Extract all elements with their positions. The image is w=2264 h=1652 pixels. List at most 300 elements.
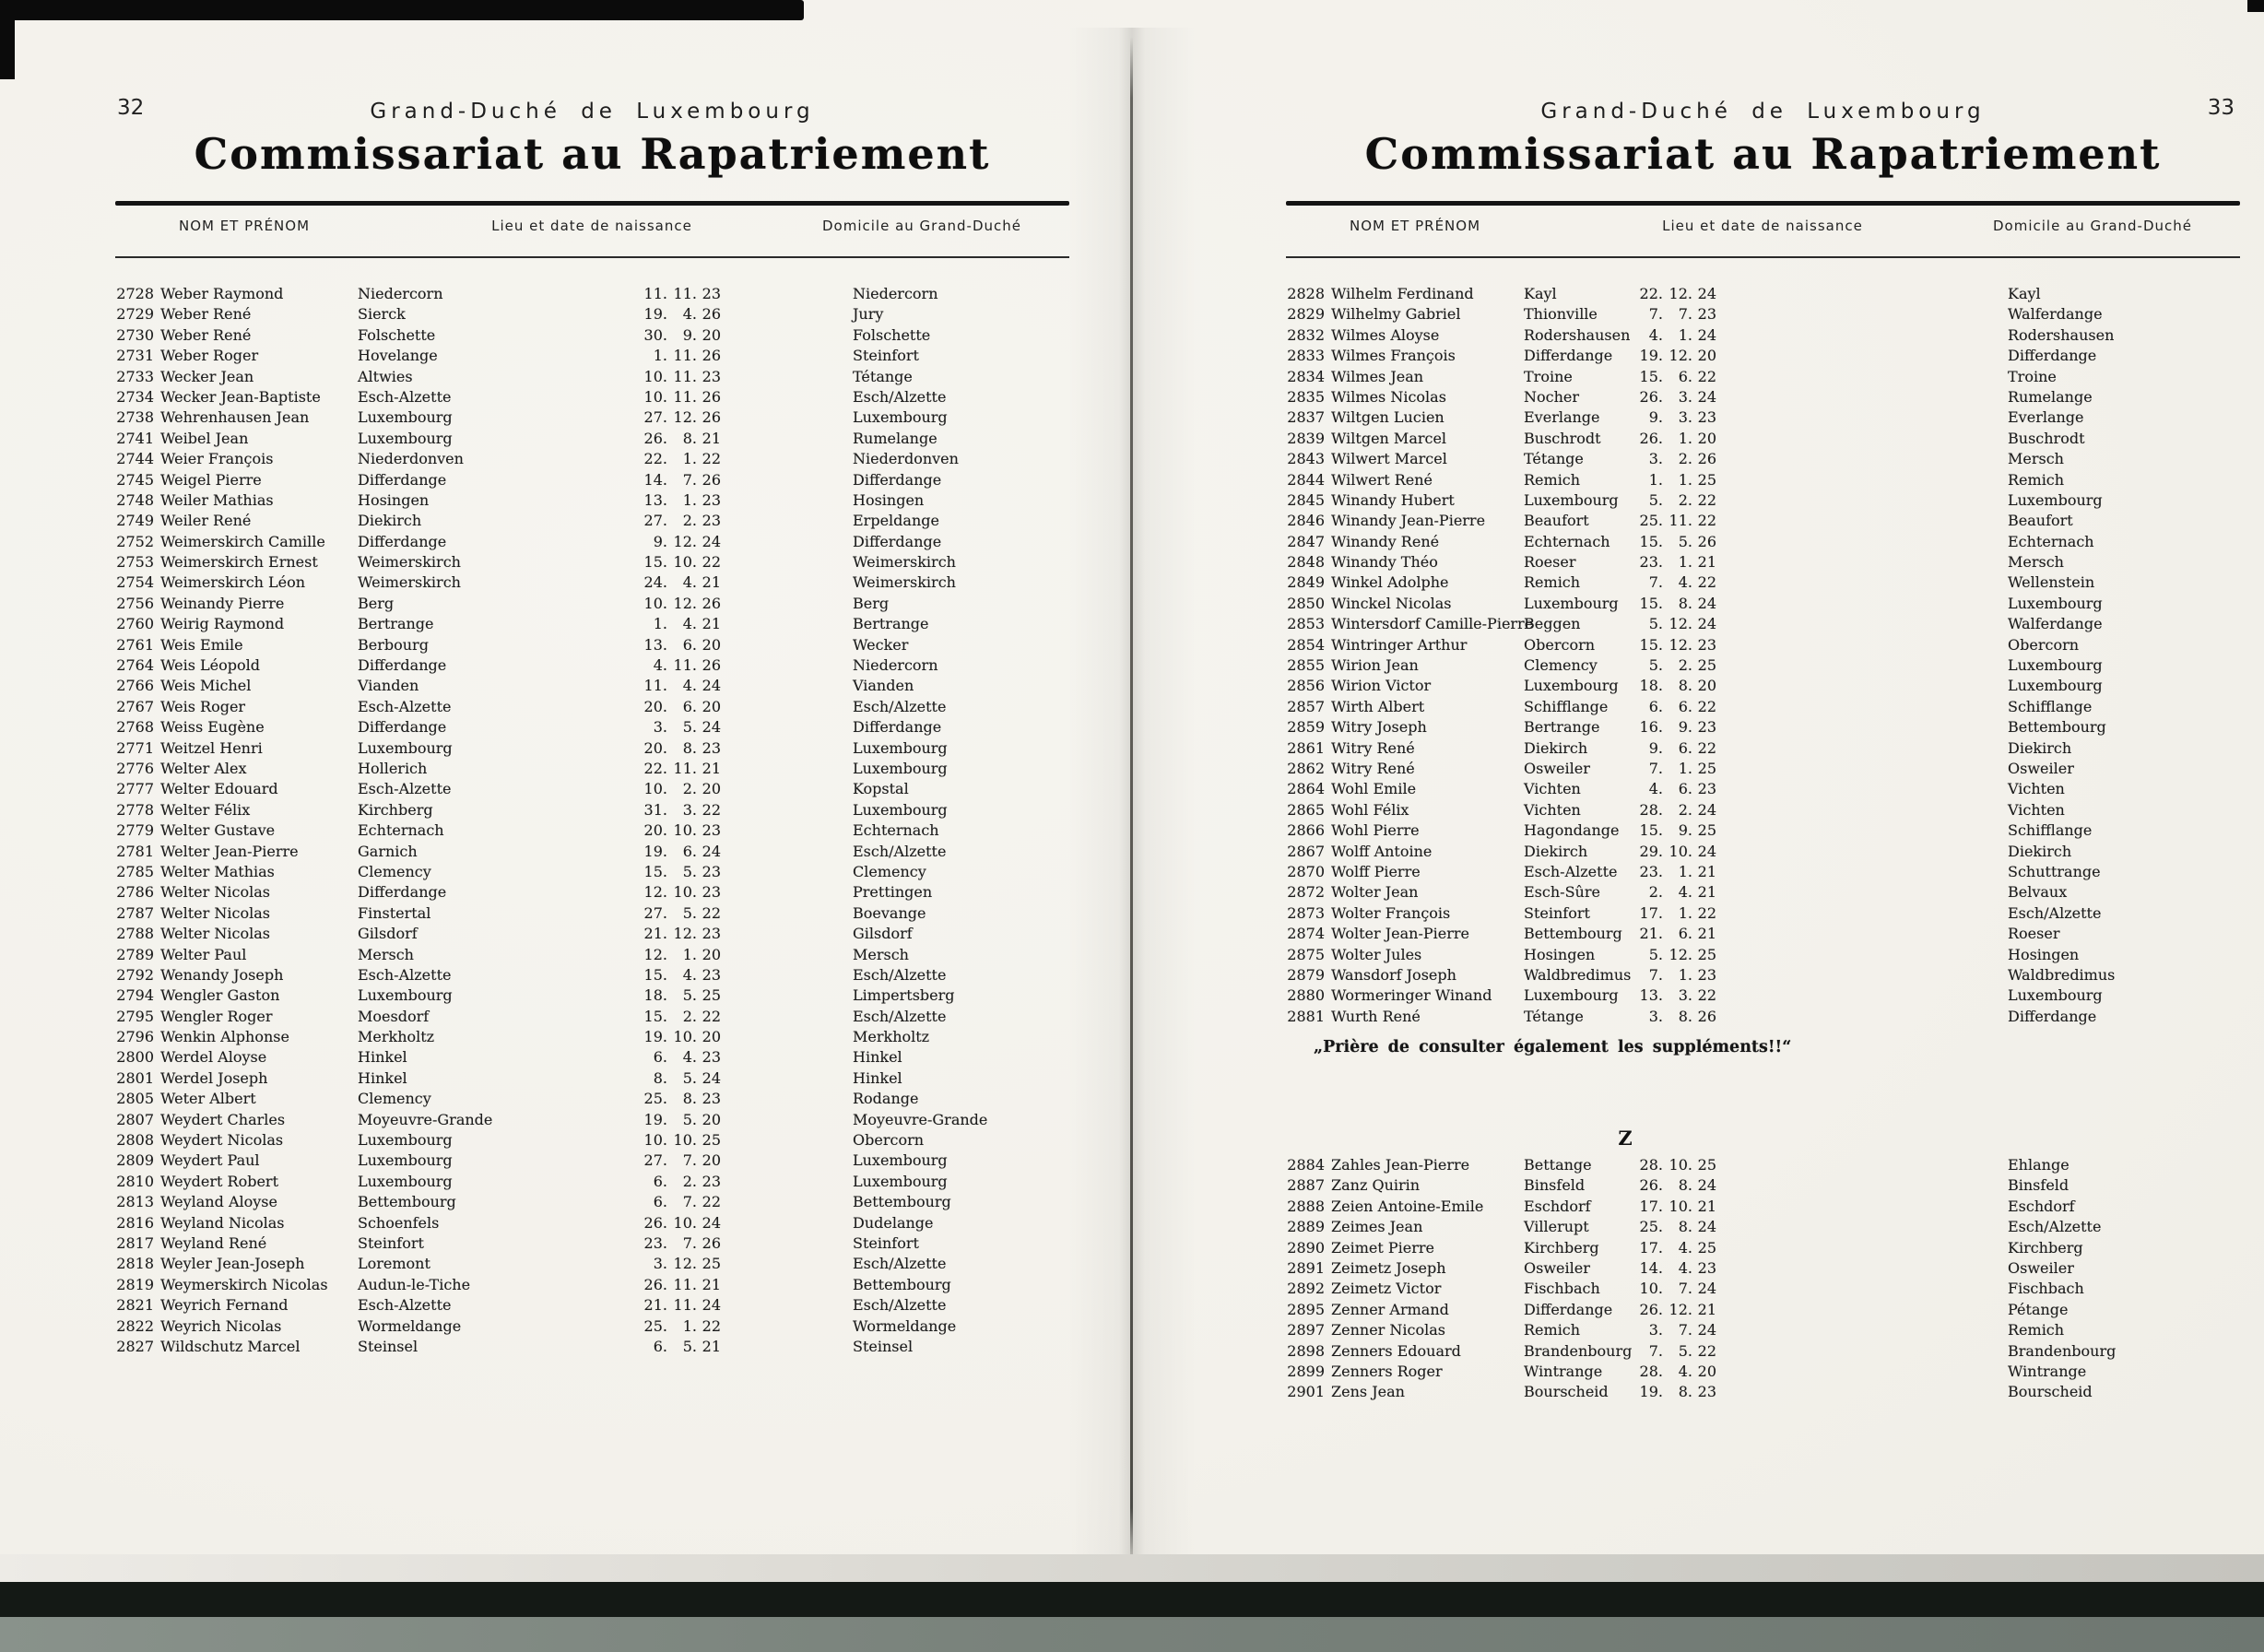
birthdate-part: 1.: [1678, 759, 1692, 777]
table-row: [115, 1089, 1069, 1109]
person-name: Weigel Pierre: [160, 470, 262, 489]
table-row: [1286, 1197, 2240, 1217]
column-spacer: [1716, 965, 2008, 985]
scan-edge-top-right: [2247, 0, 2264, 12]
birthplace: Merkholtz: [358, 1028, 435, 1046]
birthdate-part: 8.: [1678, 594, 1692, 612]
birthplace: Weimerskirch: [358, 573, 461, 592]
entry-number: 2752: [116, 532, 154, 550]
person-name: Wilwert Marcel: [1331, 450, 1447, 468]
entry-number: 2771: [116, 738, 154, 757]
birthdate-part: 10.: [673, 1213, 697, 1232]
birthdate-part: 5.: [682, 1110, 697, 1128]
scan-edge-bottom-speckle: [0, 1554, 2264, 1583]
birthplace: Garnich: [358, 842, 418, 860]
entry-number: 2832: [1287, 325, 1325, 344]
column-spacer: [1716, 842, 2008, 862]
birthdate: [1632, 367, 1716, 387]
domicile: Limpertsberg: [853, 986, 955, 1005]
column-header-birth: Lieu et date de naissance: [491, 218, 692, 234]
birthdate-part: 9.: [1648, 738, 1663, 757]
column-spacer: [1716, 594, 2008, 614]
birthdate-part: 25: [1697, 821, 1716, 840]
birthdate-part: 23.: [1639, 862, 1663, 880]
table-row: [115, 1316, 1069, 1337]
birthdate-part: 22: [702, 1193, 721, 1211]
entry-number: 2872: [1287, 883, 1325, 902]
table-row: [115, 594, 1069, 614]
table-row: [115, 697, 1069, 717]
column-spacer: [721, 1172, 853, 1192]
entry-number: 2880: [1287, 986, 1325, 1005]
domicile: Walferdange: [2008, 615, 2103, 633]
person-name: Weydert Charles: [160, 1110, 286, 1128]
birthplace: Differdange: [358, 470, 447, 489]
birthdate-part: 4.: [682, 573, 697, 592]
birthdate-part: 7.: [1648, 965, 1663, 984]
domicile: Remich: [2008, 1321, 2065, 1339]
birthplace: Berbourg: [358, 635, 429, 654]
birthdate-part: 7.: [682, 1233, 697, 1252]
birthdate-part: 20: [702, 1110, 721, 1128]
birthdate: [636, 655, 721, 676]
domicile: Luxembourg: [853, 1151, 948, 1170]
column-spacer: [1716, 387, 2008, 407]
person-name: Wintringer Arthur: [1331, 635, 1468, 654]
person-name: Zeimetz Joseph: [1331, 1258, 1446, 1277]
entry-number: 2728: [116, 285, 154, 302]
column-spacer: [1716, 738, 2008, 759]
domicile: Mersch: [2008, 553, 2064, 572]
birthdate-part: 28.: [1639, 800, 1663, 819]
birthdate-part: 12.: [1669, 635, 1692, 654]
birthplace: Osweiler: [1524, 1258, 1590, 1277]
birthdate-part: 26: [1697, 450, 1716, 468]
birthdate-part: 13.: [643, 490, 667, 509]
birthdate: [636, 470, 721, 490]
header-rule-thin: [1286, 256, 2240, 258]
birthplace: Esch-Alzette: [1524, 862, 1618, 880]
table-row: [115, 1213, 1069, 1233]
table-row: [1286, 738, 2240, 759]
birthdate: [636, 572, 721, 593]
birthplace: Tétange: [1524, 1007, 1584, 1025]
birthplace: Moyeuvre-Grande: [358, 1110, 493, 1128]
birthplace: Steinfort: [358, 1233, 424, 1252]
entry-number: 2821: [116, 1296, 154, 1315]
column-spacer: [1716, 924, 2008, 944]
column-spacer: [1716, 1279, 2008, 1299]
column-spacer: [721, 635, 853, 655]
birthdate: [1632, 945, 1716, 965]
person-name: Welter Nicolas: [160, 883, 270, 902]
birthdate: [1632, 449, 1716, 469]
person-name: Winckel Nicolas: [1331, 594, 1452, 612]
birthdate-part: 7.: [682, 470, 697, 489]
birthdate-part: 25.: [1639, 512, 1663, 530]
column-spacer: [1716, 511, 2008, 531]
birthplace: Beggen: [1524, 615, 1581, 633]
entry-number: 2801: [116, 1068, 154, 1087]
person-name: Wilhelmy Gabriel: [1331, 305, 1461, 324]
birthdate: [1632, 676, 1716, 696]
table-row: [1286, 1382, 2240, 1402]
birthdate-part: 26.: [643, 1213, 667, 1232]
table-row: [115, 1047, 1069, 1068]
birthdate: [636, 924, 721, 944]
birthdate-part: 10.: [673, 821, 697, 840]
entry-number: 2879: [1287, 965, 1325, 984]
birthdate: [636, 387, 721, 407]
birthdate-part: 10.: [673, 883, 697, 902]
birthdate-part: 1.: [1678, 903, 1692, 922]
column-spacer: [721, 1275, 853, 1295]
birthdate: [1632, 842, 1716, 862]
column-spacer: [721, 945, 853, 965]
domicile: Erpeldange: [853, 512, 939, 530]
table-row: [115, 1337, 1069, 1357]
person-name: Weber Roger: [160, 347, 259, 365]
birthdate-part: 16.: [1639, 718, 1663, 737]
birthdate: [1632, 1341, 1716, 1362]
scan-edge-left-sliver: [0, 0, 15, 79]
birthdate: [1632, 924, 1716, 944]
birthdate-part: 21: [1697, 553, 1716, 572]
domicile: Differdange: [2008, 1007, 2097, 1025]
birthdate-part: 7.: [1648, 1341, 1663, 1360]
birthdate-part: 24: [1697, 1176, 1716, 1195]
table-row: [1286, 407, 2240, 428]
birthdate-part: 15.: [643, 862, 667, 880]
birthdate-part: 4.: [653, 656, 667, 675]
birthdate: [1632, 985, 1716, 1006]
person-name: Weis Michel: [160, 677, 252, 695]
birthdate-part: 4.: [682, 677, 697, 695]
column-spacer: [721, 965, 853, 985]
domicile: Pétange: [2008, 1300, 2069, 1318]
birthplace: Luxembourg: [358, 408, 453, 427]
birthplace: Remich: [1524, 470, 1581, 489]
birthdate-part: 23: [1697, 1258, 1716, 1277]
birthdate-part: 24: [702, 842, 721, 860]
birthplace: Steinfort: [1524, 903, 1590, 922]
birthdate: [1632, 820, 1716, 841]
birthdate-part: 22: [1697, 512, 1716, 530]
column-spacer: [1716, 1197, 2008, 1217]
birthplace: Echternach: [358, 821, 444, 840]
birthdate-part: 3.: [653, 1255, 667, 1273]
birthdate-part: 11.: [673, 656, 697, 675]
person-name: Zens Jean: [1331, 1383, 1405, 1401]
entry-number: 2895: [1287, 1300, 1325, 1318]
birthdate: [1632, 1155, 1716, 1175]
birthdate-part: 15.: [1639, 635, 1663, 654]
column-headers: [1286, 218, 2240, 240]
birthdate-part: 26: [702, 1233, 721, 1252]
birthdate-part: 5.: [682, 862, 697, 880]
domicile: Binsfeld: [2008, 1176, 2069, 1195]
birthdate-part: 25: [1697, 1238, 1716, 1257]
birthdate-part: 1.: [653, 615, 667, 633]
domicile: Vichten: [2008, 800, 2065, 819]
birthdate-part: 11.: [643, 677, 667, 695]
birthdate-part: 5.: [1648, 490, 1663, 509]
birthdate-part: 8.: [1678, 1007, 1692, 1025]
column-header-birth: Lieu et date de naissance: [1662, 218, 1863, 234]
birthdate-part: 5.: [682, 903, 697, 922]
birthdate-part: 1.: [682, 1316, 697, 1335]
table-row: [1286, 800, 2240, 820]
birthdate-part: 21: [702, 615, 721, 633]
column-spacer: [1716, 1155, 2008, 1175]
birthdate: [636, 367, 721, 387]
birthdate-part: 1.: [1678, 553, 1692, 572]
birthdate-part: 1.: [1678, 862, 1692, 880]
birthdate: [636, 635, 721, 655]
book-gutter-line: [1130, 37, 1133, 1569]
birthdate: [1632, 407, 1716, 428]
domicile: Rumelange: [853, 429, 937, 447]
entry-number: 2843: [1287, 450, 1325, 468]
table-row: [1286, 429, 2240, 449]
birthplace: Gilsdorf: [358, 925, 418, 943]
birthdate-part: 27.: [643, 1151, 667, 1170]
column-header-name: NOM ET PRÉNOM: [178, 218, 311, 234]
table-row: [1286, 924, 2240, 944]
birthplace: Sierck: [358, 305, 406, 324]
birthdate-part: 5.: [682, 718, 697, 737]
domicile: Bettembourg: [853, 1275, 951, 1293]
table-row: [115, 779, 1069, 799]
column-spacer: [721, 594, 853, 614]
table-row: [115, 1254, 1069, 1274]
birthdate-part: 11.: [673, 285, 697, 302]
entry-number: 2741: [116, 429, 154, 447]
column-spacer: [1716, 407, 2008, 428]
column-spacer: [721, 697, 853, 717]
entry-number: 2785: [116, 862, 154, 880]
birthdate: [636, 594, 721, 614]
person-name: Weirig Raymond: [160, 615, 285, 633]
table-row: [115, 903, 1069, 924]
person-name: Wolter François: [1331, 903, 1451, 922]
birthdate-part: 21: [702, 429, 721, 447]
column-spacer: [721, 1007, 853, 1027]
birthplace: Luxembourg: [358, 1172, 453, 1190]
entry-number: 2800: [116, 1048, 154, 1067]
entry-number: 2853: [1287, 615, 1325, 633]
birthdate-part: 25: [702, 1255, 721, 1273]
birthdate-part: 7.: [1648, 305, 1663, 324]
column-spacer: [721, 655, 853, 676]
column-spacer: [721, 738, 853, 759]
birthdate-part: 23: [702, 1048, 721, 1067]
domicile: Jury: [853, 305, 884, 324]
person-name: Weydert Robert: [160, 1172, 278, 1190]
birthdate-part: 21: [1697, 883, 1716, 902]
birthdate: [1632, 965, 1716, 985]
birthdate-part: 10.: [643, 387, 667, 406]
birthplace: Differdange: [358, 718, 447, 737]
entry-number: 2807: [116, 1110, 154, 1128]
table-row: [115, 304, 1069, 324]
birthplace: Vichten: [1524, 780, 1581, 798]
birthdate: [636, 429, 721, 449]
person-name: Weyrich Fernand: [160, 1296, 289, 1315]
domicile: Ehlange: [2008, 1156, 2069, 1174]
person-name: Welter Nicolas: [160, 925, 270, 943]
person-name: Welter Félix: [160, 800, 251, 819]
birthdate-part: 18.: [643, 986, 667, 1005]
entry-number: 2810: [116, 1172, 154, 1190]
birthdate-part: 10.: [673, 1131, 697, 1150]
person-name: Wengler Roger: [160, 1007, 273, 1025]
person-name: Welter Paul: [160, 945, 247, 963]
birthdate-part: 5.: [682, 1337, 697, 1355]
birthdate-part: 4.: [1648, 325, 1663, 344]
table-row: [1286, 1238, 2240, 1258]
table-row: [115, 965, 1069, 985]
birthplace: Niederdonven: [358, 450, 464, 468]
birthdate-part: 26: [702, 656, 721, 675]
birthdate-part: 22: [702, 800, 721, 819]
birthplace: Echternach: [1524, 532, 1610, 550]
birthdate-part: 17.: [1639, 1238, 1663, 1257]
table-row: [115, 1192, 1069, 1212]
birthdate-part: 26.: [643, 1275, 667, 1293]
birthdate-part: 9.: [682, 325, 697, 344]
birthdate-part: 3.: [1648, 1321, 1663, 1339]
entry-number: 2734: [116, 387, 154, 406]
person-name: Wilmes François: [1331, 347, 1456, 365]
birthdate-part: 5.: [1678, 1341, 1692, 1360]
birthdate-part: 6.: [1648, 697, 1663, 715]
column-spacer: [1716, 655, 2008, 676]
table-row: [115, 1233, 1069, 1254]
domicile: Obercorn: [2008, 635, 2080, 654]
person-name: Wohl Félix: [1331, 800, 1409, 819]
entry-number: 2854: [1287, 635, 1325, 654]
table-row: [115, 635, 1069, 655]
birthdate: [636, 511, 721, 531]
birthdate-part: 6.: [653, 1337, 667, 1355]
birthdate-part: 2.: [1678, 450, 1692, 468]
domicile: Hosingen: [2008, 945, 2080, 963]
column-spacer: [1716, 429, 2008, 449]
table-row: [1286, 1279, 2240, 1299]
birthdate: [636, 1192, 721, 1212]
birthdate-part: 24: [1697, 615, 1716, 633]
page-title: Commissariat au Rapatriement: [194, 129, 991, 179]
birthdate: [636, 1337, 721, 1357]
birthdate: [1632, 1279, 1716, 1299]
birthplace: Wintrange: [1524, 1362, 1603, 1380]
domicile: Bettembourg: [853, 1193, 951, 1211]
birthplace: Osweiler: [1524, 759, 1590, 777]
birthdate: [636, 1213, 721, 1233]
domicile: Kayl: [2008, 285, 2041, 302]
entry-number: 2890: [1287, 1238, 1325, 1257]
column-spacer: [721, 470, 853, 490]
person-name: Wirion Victor: [1331, 677, 1432, 695]
column-spacer: [721, 429, 853, 449]
column-spacer: [721, 552, 853, 572]
domicile: Bertrange: [853, 615, 929, 633]
birthdate-part: 20: [702, 697, 721, 715]
table-row: [115, 325, 1069, 346]
birthplace: Esch-Alzette: [358, 697, 452, 715]
birthdate-part: 24: [702, 532, 721, 550]
person-name: Wilmes Nicolas: [1331, 387, 1446, 406]
domicile: Weimerskirch: [853, 573, 956, 592]
birthdate-part: 8.: [1678, 1383, 1692, 1401]
domicile: Eschdorf: [2008, 1197, 2075, 1215]
birthdate-part: 30.: [643, 325, 667, 344]
birthdate-part: 10.: [643, 367, 667, 385]
column-spacer: [721, 1150, 853, 1171]
birthdate-part: 8.: [682, 429, 697, 447]
birthplace: Troine: [1524, 367, 1573, 385]
birthdate-part: 20: [1697, 347, 1716, 365]
birthdate: [636, 284, 721, 304]
birthplace: Roeser: [1524, 553, 1576, 572]
table-row: [115, 552, 1069, 572]
birthplace: Bettange: [1524, 1156, 1592, 1174]
birthdate: [1632, 1300, 1716, 1320]
table-row: [1286, 965, 2240, 985]
person-name: Weis Roger: [160, 697, 246, 715]
entry-number: 2873: [1287, 903, 1325, 922]
birthdate-part: 10.: [673, 553, 697, 572]
person-name: Weinandy Pierre: [160, 594, 285, 612]
birthdate-part: 9.: [1678, 821, 1692, 840]
birthdate-part: 14.: [643, 470, 667, 489]
table-row: [1286, 1341, 2240, 1362]
domicile: Kopstal: [853, 780, 909, 798]
birthdate-part: 2.: [1678, 800, 1692, 819]
birthdate: [636, 1047, 721, 1068]
birthdate-part: 4.: [1678, 883, 1692, 902]
birthplace: Eschdorf: [1524, 1197, 1591, 1215]
entry-number: 2889: [1287, 1218, 1325, 1236]
birthdate: [636, 304, 721, 324]
entry-number: 2794: [116, 986, 154, 1005]
birthdate-part: 26: [702, 408, 721, 427]
birthdate-part: 17.: [1639, 903, 1663, 922]
birthdate-part: 10.: [1639, 1280, 1663, 1298]
birthdate-part: 6.: [1678, 780, 1692, 798]
birthplace: Remich: [1524, 573, 1581, 592]
column-spacer: [1716, 717, 2008, 738]
registry-table-left: [115, 284, 1069, 1357]
table-row: [1286, 1007, 2240, 1027]
column-spacer: [721, 924, 853, 944]
column-spacer: [721, 449, 853, 469]
entry-number: 2744: [116, 450, 154, 468]
birthdate-part: 21: [702, 573, 721, 592]
page-number: 33: [2207, 96, 2235, 120]
birthdate: [1632, 470, 1716, 490]
domicile: Differdange: [853, 718, 942, 737]
column-spacer: [721, 1047, 853, 1068]
column-spacer: [721, 346, 853, 366]
domicile: Fischbach: [2008, 1280, 2084, 1298]
birthplace: Hovelange: [358, 347, 438, 365]
birthdate-part: 24: [1697, 842, 1716, 860]
table-row: [1286, 842, 2240, 862]
person-name: Wohl Pierre: [1331, 821, 1420, 840]
birthdate-part: 15.: [643, 553, 667, 572]
